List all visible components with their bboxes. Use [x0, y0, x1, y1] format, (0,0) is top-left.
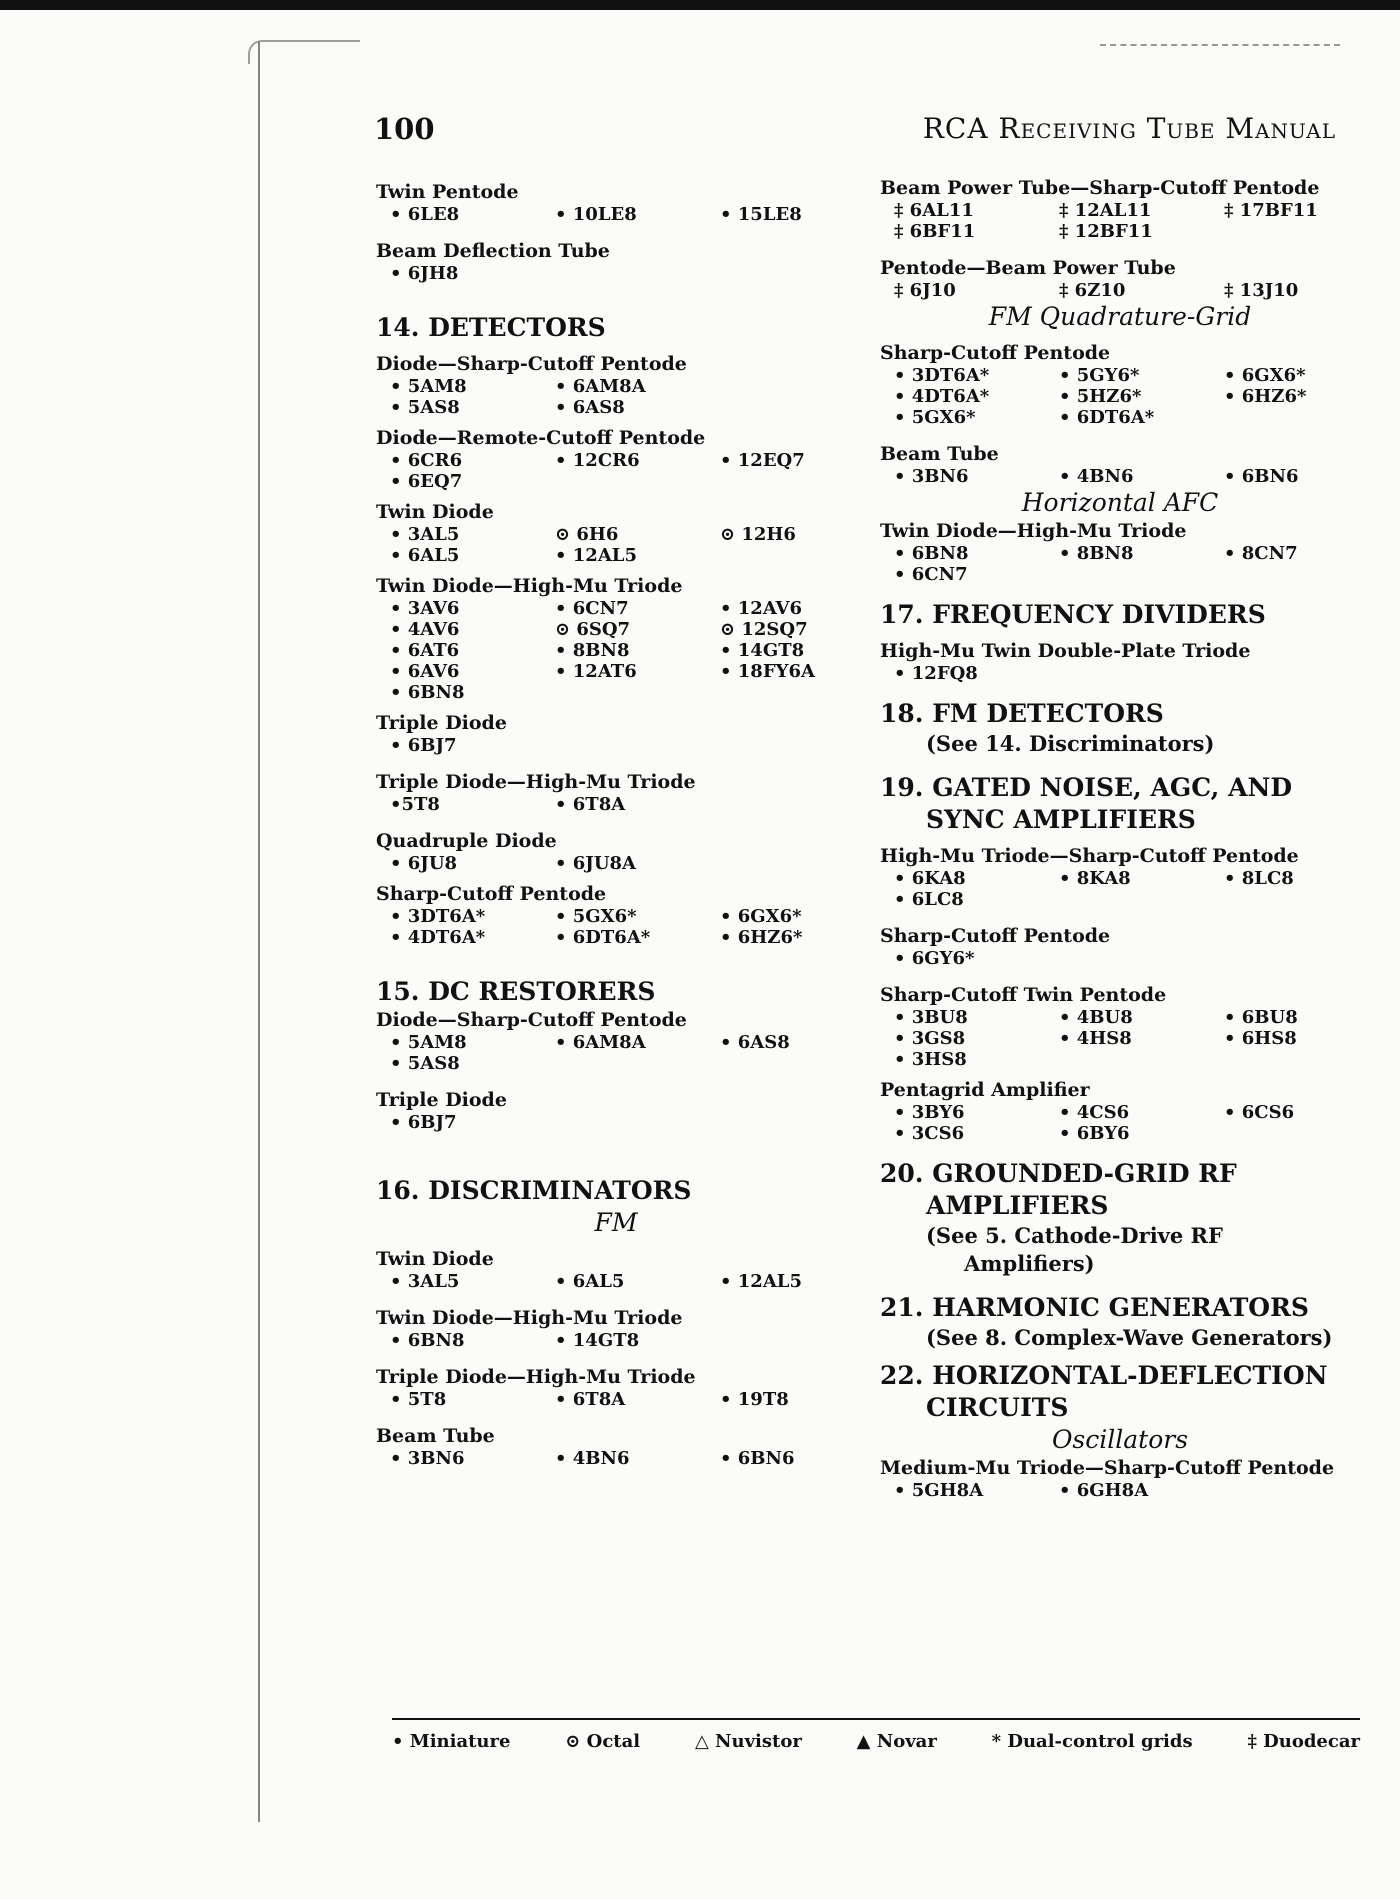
group-label: Triple Diode—High-Mu Triode [376, 1366, 696, 1388]
section-note: (See 8. Complex-Wave Generators) [926, 1325, 1333, 1350]
group-label: Triple Diode [376, 712, 507, 734]
tube-entry: • 12EQ7 [720, 450, 805, 471]
tube-entry: • 6AV6 [390, 661, 460, 682]
tube-entry: • 12FQ8 [894, 663, 978, 684]
tube-entry: • 3CS6 [894, 1123, 965, 1144]
tube-entry [1059, 889, 1224, 910]
tube-entry: • 3GS8 [894, 1028, 966, 1049]
tube-entry: ⊙ 12H6 [720, 524, 796, 545]
tube-entry: • 5AM8 [390, 1032, 467, 1053]
tube-entry: ⊙ 6SQ7 [555, 619, 631, 640]
group-label: Diode—Remote-Cutoff Pentode [376, 427, 706, 449]
section-subtitle: FM Quadrature-Grid [988, 302, 1252, 331]
group-label: Beam Power Tube—Sharp-Cutoff Pentode [880, 177, 1320, 199]
tube-entry [1224, 221, 1374, 242]
tube-entry: • 6JH8 [390, 263, 459, 284]
tube-entry: • 12AL5 [555, 545, 637, 566]
tube-list [390, 1330, 856, 1351]
tube-entry: • 6AT6 [390, 640, 460, 661]
tube-entry [720, 397, 870, 418]
section-title: 19. GATED NOISE, AGC, AND [880, 773, 1292, 802]
tube-entry: • 6AM8A [555, 376, 646, 397]
tube-entry: • 6BU8 [1224, 1007, 1298, 1028]
group-label: Twin Diode [376, 1248, 494, 1270]
group-label: Sharp-Cutoff Twin Pentode [880, 984, 1167, 1006]
tube-entry: ⊙ 12SQ7 [720, 619, 808, 640]
tube-entry: • 8BN8 [1059, 543, 1134, 564]
tube-entry [1224, 889, 1374, 910]
tube-entry: • 6BJ7 [390, 735, 457, 756]
tube-entry: • 18FY6A [720, 661, 815, 682]
tube-list [390, 204, 856, 225]
tube-list [894, 365, 1360, 428]
tube-entry [1059, 564, 1224, 585]
tube-entry: • 4DT6A* [390, 927, 486, 948]
tube-entry: • 4BN6 [555, 1448, 630, 1469]
tube-list [894, 1480, 1360, 1501]
tube-entry: • 6HZ6* [1224, 386, 1307, 407]
tube-list [390, 598, 856, 703]
tube-list [894, 663, 1360, 684]
section-title: 17. FREQUENCY DIVIDERS [880, 600, 1266, 629]
tube-entry: • 6LC8 [894, 889, 964, 910]
tube-list [390, 735, 856, 756]
legend-duodecar: ‡ Duodecar [1247, 1731, 1360, 1752]
tube-entry: • 6HS8 [1224, 1028, 1297, 1049]
scan-margin-line [258, 42, 260, 1822]
tube-entry: • 3AL5 [390, 524, 460, 545]
tube-list [894, 868, 1360, 910]
group-label: Pentagrid Amplifier [880, 1079, 1090, 1101]
tube-entry: • 5HZ6* [1059, 386, 1142, 407]
tube-entry: • 6KA8 [894, 868, 966, 889]
tube-entry: • 4BU8 [1059, 1007, 1133, 1028]
tube-entry: • 14GT8 [555, 1330, 640, 1351]
tube-entry: • 6GX6* [1224, 365, 1306, 386]
tube-list [390, 450, 856, 492]
section-title: 22. HORIZONTAL-DEFLECTION [880, 1361, 1328, 1390]
tube-entry: • 6AM8A [555, 1032, 646, 1053]
tube-entry: • 3BY6 [894, 1102, 965, 1123]
group-label: Triple Diode—High-Mu Triode [376, 771, 696, 793]
tube-entry: • 6CN7 [555, 598, 629, 619]
tube-entry: • 12AT6 [555, 661, 637, 682]
group-label: Triple Diode [376, 1089, 507, 1111]
tube-entry: • 3DT6A* [894, 365, 990, 386]
tube-list [390, 906, 856, 948]
section-title-cont: AMPLIFIERS [926, 1191, 1109, 1220]
tube-entry: ⊙ 6H6 [555, 524, 619, 545]
tube-entry: • 6GH8A [1059, 1480, 1149, 1501]
tube-entry [1224, 1049, 1374, 1070]
tube-list [390, 263, 856, 284]
tube-entry: • 4HS8 [1059, 1028, 1132, 1049]
tube-list [894, 466, 1360, 487]
tube-list [894, 1007, 1360, 1070]
tube-entry: • 5AS8 [390, 397, 460, 418]
group-label: Twin Diode—High-Mu Triode [376, 1307, 683, 1329]
tube-entry: • 3BN6 [894, 466, 969, 487]
section-title-cont: SYNC AMPLIFIERS [926, 805, 1196, 834]
tube-list [390, 1389, 856, 1410]
group-label: Medium-Mu Triode—Sharp-Cutoff Pentode [880, 1457, 1335, 1479]
tube-entry: ‡ 6Z10 [1059, 280, 1126, 301]
tube-entry: • 3BU8 [894, 1007, 968, 1028]
tube-entry: • 5T8 [390, 1389, 447, 1410]
tube-entry: • 4BN6 [1059, 466, 1134, 487]
legend-octal: ⊙ Octal [565, 1731, 641, 1752]
footer-rule [392, 1718, 1360, 1720]
tube-entry: • 6AS8 [555, 397, 625, 418]
tube-list [390, 376, 856, 418]
group-label: Twin Diode [376, 501, 494, 523]
tube-entry: • 5GX6* [555, 906, 637, 927]
legend [392, 1731, 1360, 1752]
group-label: Beam Deflection Tube [376, 240, 610, 262]
tube-entry: • 12AV6 [720, 598, 802, 619]
group-label: High-Mu Triode—Sharp-Cutoff Pentode [880, 845, 1299, 867]
section-title: 20. GROUNDED-GRID RF [880, 1159, 1237, 1188]
tube-list [894, 280, 1360, 301]
tube-entry: • 6CR6 [390, 450, 463, 471]
tube-entry [720, 545, 870, 566]
tube-entry: • 6T8A [555, 1389, 626, 1410]
tube-entry: • 6GX6* [720, 906, 802, 927]
tube-entry: • 6GY6* [894, 948, 975, 969]
tube-entry [720, 682, 870, 703]
tube-entry: • 6EQ7 [390, 471, 463, 492]
scan-dash-mark [1100, 44, 1340, 46]
tube-list [390, 794, 856, 815]
tube-entry: • 6BY6 [1059, 1123, 1130, 1144]
group-label: Sharp-Cutoff Pentode [880, 342, 1111, 364]
tube-entry: • 15LE8 [720, 204, 802, 225]
tube-entry [1224, 564, 1374, 585]
tube-entry: • 6JU8 [390, 853, 458, 874]
group-label: Pentode—Beam Power Tube [880, 257, 1176, 279]
scan-top-border [0, 0, 1400, 10]
tube-entry: • 6T8A [555, 794, 626, 815]
tube-list [894, 1102, 1360, 1144]
running-title: RCA Receiving Tube Manual [922, 112, 1336, 145]
tube-entry: • 19T8 [720, 1389, 789, 1410]
tube-entry: • 6LE8 [390, 204, 460, 225]
section-note: (See 14. Discriminators) [926, 731, 1215, 756]
group-label: Sharp-Cutoff Pentode [880, 925, 1111, 947]
section-title: 16. DISCRIMINATORS [376, 1176, 692, 1205]
tube-entry: • 6AS8 [720, 1032, 790, 1053]
tube-list [894, 200, 1360, 242]
tube-entry: • 5GH8A [894, 1480, 984, 1501]
tube-entry: ‡ 13J10 [1224, 280, 1299, 301]
legend-miniature: • Miniature [392, 1731, 511, 1752]
tube-entry: • 5GY6* [1059, 365, 1140, 386]
tube-entry [1224, 1123, 1374, 1144]
tube-entry: • 4CS6 [1059, 1102, 1130, 1123]
tube-entry: • 6JU8A [555, 853, 636, 874]
tube-entry: • 6BJ7 [390, 1112, 457, 1133]
section-subtitle: Oscillators [1051, 1425, 1189, 1454]
tube-entry: • 8BN8 [555, 640, 630, 661]
section-title: 15. DC RESTORERS [376, 977, 656, 1006]
tube-entry: ‡ 6BF11 [894, 221, 976, 242]
group-label: High-Mu Twin Double-Plate Triode [880, 640, 1251, 662]
section-title-cont: CIRCUITS [926, 1393, 1069, 1422]
scan-margin-mark [248, 40, 360, 64]
group-label: Beam Tube [376, 1425, 495, 1447]
tube-entry: • 6BN6 [1224, 466, 1299, 487]
tube-entry: • 3DT6A* [390, 906, 486, 927]
tube-entry: • 6HZ6* [720, 927, 803, 948]
tube-entry: • 6CN7 [894, 564, 968, 585]
tube-entry: • 4DT6A* [894, 386, 990, 407]
tube-entry: ‡ 12AL11 [1059, 200, 1152, 221]
tube-list [390, 1032, 856, 1074]
tube-entry: • 10LE8 [555, 204, 637, 225]
tube-entry: • 6BN8 [390, 1330, 465, 1351]
tube-list [894, 948, 1360, 969]
group-label: Sharp-Cutoff Pentode [376, 883, 607, 905]
tube-entry: • 12AL5 [720, 1271, 802, 1292]
tube-entry: ‡ 6J10 [894, 280, 956, 301]
tube-entry: • 8CN7 [1224, 543, 1298, 564]
group-label: Twin Diode—High-Mu Triode [376, 575, 683, 597]
tube-list [390, 1271, 856, 1292]
tube-entry: • 6DT6A* [555, 927, 651, 948]
tube-entry: ‡ 17BF11 [1224, 200, 1318, 221]
tube-entry: • 3HS8 [894, 1049, 967, 1070]
legend-novar: ▲ Novar [856, 1731, 937, 1752]
group-label: Diode—Sharp-Cutoff Pentode [376, 353, 687, 375]
group-label: Twin Pentode [376, 181, 519, 203]
group-label: Beam Tube [880, 443, 999, 465]
tube-entry: ‡ 12BF11 [1059, 221, 1153, 242]
section-subtitle: FM [594, 1208, 638, 1237]
tube-entry: • 8KA8 [1059, 868, 1131, 889]
tube-entry: • 6BN8 [390, 682, 465, 703]
legend-nuvistor: △ Nuvistor [694, 1731, 802, 1752]
tube-list [390, 524, 856, 566]
tube-entry [720, 376, 870, 397]
section-note: (See 5. Cathode-Drive RF [926, 1223, 1223, 1248]
section-note-cont: Amplifiers) [964, 1251, 1095, 1276]
tube-entry: • 3AL5 [390, 1271, 460, 1292]
tube-list [390, 1448, 856, 1469]
section-title: 14. DETECTORS [376, 313, 606, 342]
section-title: 18. FM DETECTORS [880, 699, 1164, 728]
tube-entry [720, 471, 870, 492]
tube-entry [1224, 407, 1374, 428]
tube-list [894, 543, 1360, 585]
right-column [880, 176, 1360, 1501]
tube-entry: • 4AV6 [390, 619, 460, 640]
tube-entry: • 8LC8 [1224, 868, 1294, 889]
section-title: 21. HARMONIC GENERATORS [880, 1293, 1309, 1322]
tube-entry: • 14GT8 [720, 640, 805, 661]
page-number: 100 [374, 112, 435, 146]
tube-entry: • 6DT6A* [1059, 407, 1155, 428]
group-label: Diode—Sharp-Cutoff Pentode [376, 1009, 687, 1031]
tube-entry: • 3AV6 [390, 598, 460, 619]
tube-entry [555, 471, 720, 492]
group-label: Twin Diode—High-Mu Triode [880, 520, 1187, 542]
group-label: Quadruple Diode [376, 830, 557, 852]
tube-entry: • 5GX6* [894, 407, 976, 428]
left-column [376, 180, 856, 1469]
tube-entry: • 6AL5 [390, 545, 460, 566]
tube-entry: •5T8 [390, 794, 440, 815]
tube-entry: • 12CR6 [555, 450, 640, 471]
section-subtitle: Horizontal AFC [1021, 488, 1219, 517]
page-header [374, 112, 1336, 152]
tube-entry: ‡ 6AL11 [894, 200, 974, 221]
tube-entry: • 6CS6 [1224, 1102, 1295, 1123]
tube-entry [720, 1053, 870, 1074]
tube-entry [555, 1053, 720, 1074]
tube-entry: • 5AS8 [390, 1053, 460, 1074]
tube-entry: • 3BN6 [390, 1448, 465, 1469]
tube-list [390, 853, 856, 874]
tube-entry [555, 682, 720, 703]
tube-list [390, 1112, 856, 1133]
tube-entry: • 6AL5 [555, 1271, 625, 1292]
legend-dual-control-grids: * Dual-control grids [991, 1731, 1193, 1752]
tube-entry: • 6BN6 [720, 1448, 795, 1469]
tube-entry: • 5AM8 [390, 376, 467, 397]
tube-entry: • 6BN8 [894, 543, 969, 564]
tube-entry [1059, 1049, 1224, 1070]
